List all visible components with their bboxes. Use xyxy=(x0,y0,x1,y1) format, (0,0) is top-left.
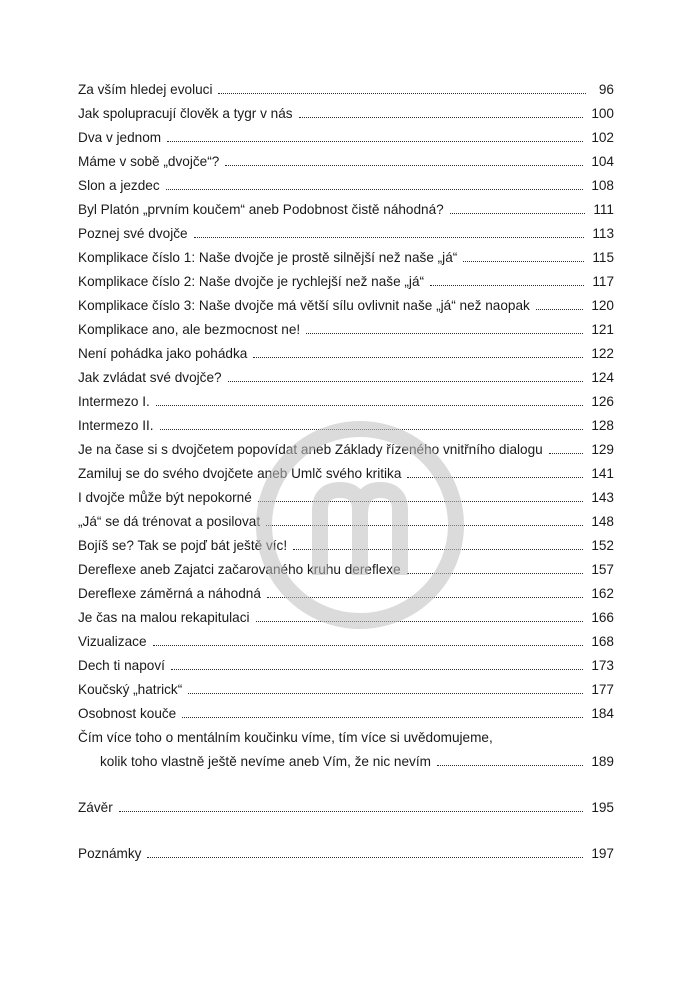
toc-entry-page: 184 xyxy=(591,706,614,721)
toc-entry-page: 128 xyxy=(591,418,614,433)
toc-entry-page: 115 xyxy=(592,250,614,265)
toc-entry xyxy=(78,362,614,386)
toc-entry xyxy=(78,674,614,698)
toc-entry-title: Poznej své dvojče xyxy=(78,226,188,241)
dot-leader xyxy=(194,237,585,238)
toc-entry-title: Jak zvládat své dvojče? xyxy=(78,370,222,385)
toc-entry-page: 152 xyxy=(591,538,614,553)
toc-entry-multiline xyxy=(78,722,614,746)
toc-entry-title: Máme v sobě „dvojče“? xyxy=(78,154,220,169)
toc-entry-page: 168 xyxy=(591,634,614,649)
dot-leader xyxy=(218,93,586,94)
toc-entry-title: Dva v jednom xyxy=(78,130,162,145)
dot-leader xyxy=(450,213,586,214)
toc-entry-page: 104 xyxy=(591,154,614,169)
toc-entry-title: Poznámky xyxy=(78,846,142,861)
dot-leader xyxy=(119,811,584,812)
dot-leader xyxy=(549,453,584,454)
toc-entry-title: Zamiluj se do svého dvojčete aneb Umlč svého kritika xyxy=(78,466,402,481)
dot-leader xyxy=(153,645,584,646)
toc-entry-page: 108 xyxy=(591,178,614,193)
toc-entry-page: 143 xyxy=(591,490,614,505)
toc-entry-title: Není pohádka jako pohádka xyxy=(78,346,248,361)
toc-entry-conclusion xyxy=(78,792,614,816)
toc-entry-page: 129 xyxy=(591,442,614,457)
dot-leader xyxy=(188,693,583,694)
toc-entry-title: Dereflexe aneb Zajatci začarovaného kruhu dereflexe xyxy=(78,562,401,577)
toc-entry xyxy=(78,194,614,218)
toc-entry xyxy=(78,266,614,290)
toc-entry-title: Je čas na malou rekapitulaci xyxy=(78,610,250,625)
toc-entry-title: Závěr xyxy=(78,800,113,815)
toc-entry-page: 124 xyxy=(591,370,614,385)
toc-entry-page: 102 xyxy=(591,130,614,145)
toc-entry xyxy=(78,290,614,314)
dot-leader xyxy=(225,165,583,166)
toc-entry-page: 141 xyxy=(591,466,614,481)
toc-entry-page: 126 xyxy=(591,394,614,409)
dot-leader xyxy=(463,261,584,262)
toc-entry-title: „Já“ se dá trénovat a posilovat xyxy=(78,514,261,529)
toc-entry-page: 195 xyxy=(591,800,614,815)
toc-entry-title: Osobnost kouče xyxy=(78,706,177,721)
toc-entry-page: 100 xyxy=(591,106,614,121)
dot-leader xyxy=(156,405,584,406)
dot-leader xyxy=(182,717,583,718)
toc-entry-page: 162 xyxy=(591,586,614,601)
dot-leader xyxy=(306,333,583,334)
toc-entry-notes xyxy=(78,838,614,862)
dot-leader xyxy=(167,141,583,142)
toc-entry-page: 121 xyxy=(591,322,614,337)
toc-entry-title: Koučský „hatrick“ xyxy=(78,682,183,697)
toc-entry-page: 148 xyxy=(591,514,614,529)
toc-entry-multiline-cont xyxy=(78,746,614,770)
dot-leader xyxy=(253,357,583,358)
toc-entry-page: 122 xyxy=(591,346,614,361)
toc-entry-title: Intermezo II. xyxy=(78,418,154,433)
toc-entry-page: 120 xyxy=(591,298,614,313)
toc-entry-title: Bojíš se? Tak se pojď bát ještě víc! xyxy=(78,538,288,553)
toc-entry-title: Jak spolupracují člověk a tygr v nás xyxy=(78,106,293,121)
toc-entry-title: Dereflexe záměrná a náhodná xyxy=(78,586,261,601)
toc-entry-title: Komplikace číslo 1: Naše dvojče je prostě silnější než naše „já“ xyxy=(78,250,458,265)
spacer xyxy=(78,770,614,792)
toc-entry xyxy=(78,650,614,674)
toc-entry-title: Vizualizace xyxy=(78,634,147,649)
toc-entry-page: 197 xyxy=(591,846,614,861)
toc-entry xyxy=(78,242,614,266)
toc-entry-title: Slon a jezdec xyxy=(78,178,160,193)
toc-entry xyxy=(78,146,614,170)
toc-entry-title: kolik toho vlastně ještě nevíme aneb Vím, že nic nevím xyxy=(100,754,431,769)
toc-entry xyxy=(78,218,614,242)
toc-entry xyxy=(78,74,614,98)
toc-entry-page: 113 xyxy=(592,226,614,241)
watermark-logo-icon xyxy=(250,415,470,635)
toc-entry-title: Je na čase si s dvojčetem popovídat aneb Základy řízeného vnitřního dialogu xyxy=(78,442,543,457)
dot-leader xyxy=(147,857,583,858)
dot-leader xyxy=(536,309,583,310)
toc-entry-title: Intermezo I. xyxy=(78,394,150,409)
toc-entry-page: 157 xyxy=(591,562,614,577)
toc-entry-page: 96 xyxy=(598,82,614,97)
dot-leader xyxy=(228,381,584,382)
dot-leader xyxy=(437,765,583,766)
toc-entry-title: Komplikace číslo 2: Naše dvojče je rychlejší než naše „já“ xyxy=(78,274,425,289)
toc-entry xyxy=(78,98,614,122)
toc-entry xyxy=(78,314,614,338)
toc-entry-page: 111 xyxy=(593,202,614,217)
dot-leader xyxy=(166,189,584,190)
toc-entry-title: I dvojče může být nepokorné xyxy=(78,490,252,505)
toc-entry-page: 189 xyxy=(591,754,614,769)
toc-entry xyxy=(78,338,614,362)
dot-leader xyxy=(430,285,584,286)
toc-entry-title: Čím více toho o mentálním koučinku víme, tím více si uvědomujeme, xyxy=(78,730,493,745)
toc-entry-page: 173 xyxy=(591,658,614,673)
toc-entry xyxy=(78,386,614,410)
toc-entry-title: Dech ti napoví xyxy=(78,658,165,673)
dot-leader xyxy=(171,669,583,670)
toc-entry xyxy=(78,122,614,146)
toc-entry xyxy=(78,170,614,194)
toc-entry-title: Komplikace číslo 3: Naše dvojče má větší sílu ovlivnit naše „já“ než naopak xyxy=(78,298,530,313)
toc-entry-page: 166 xyxy=(591,610,614,625)
toc-entry-page: 177 xyxy=(591,682,614,697)
toc-entry-title: Za vším hledej evoluci xyxy=(78,82,213,97)
toc-entry-title: Komplikace ano, ale bezmocnost ne! xyxy=(78,322,301,337)
toc-entry xyxy=(78,698,614,722)
spacer xyxy=(78,816,614,838)
toc-entry-page: 117 xyxy=(592,274,614,289)
toc-entry-title: Byl Platón „prvním koučem“ aneb Podobnost čistě náhodná? xyxy=(78,202,444,217)
dot-leader xyxy=(299,117,584,118)
